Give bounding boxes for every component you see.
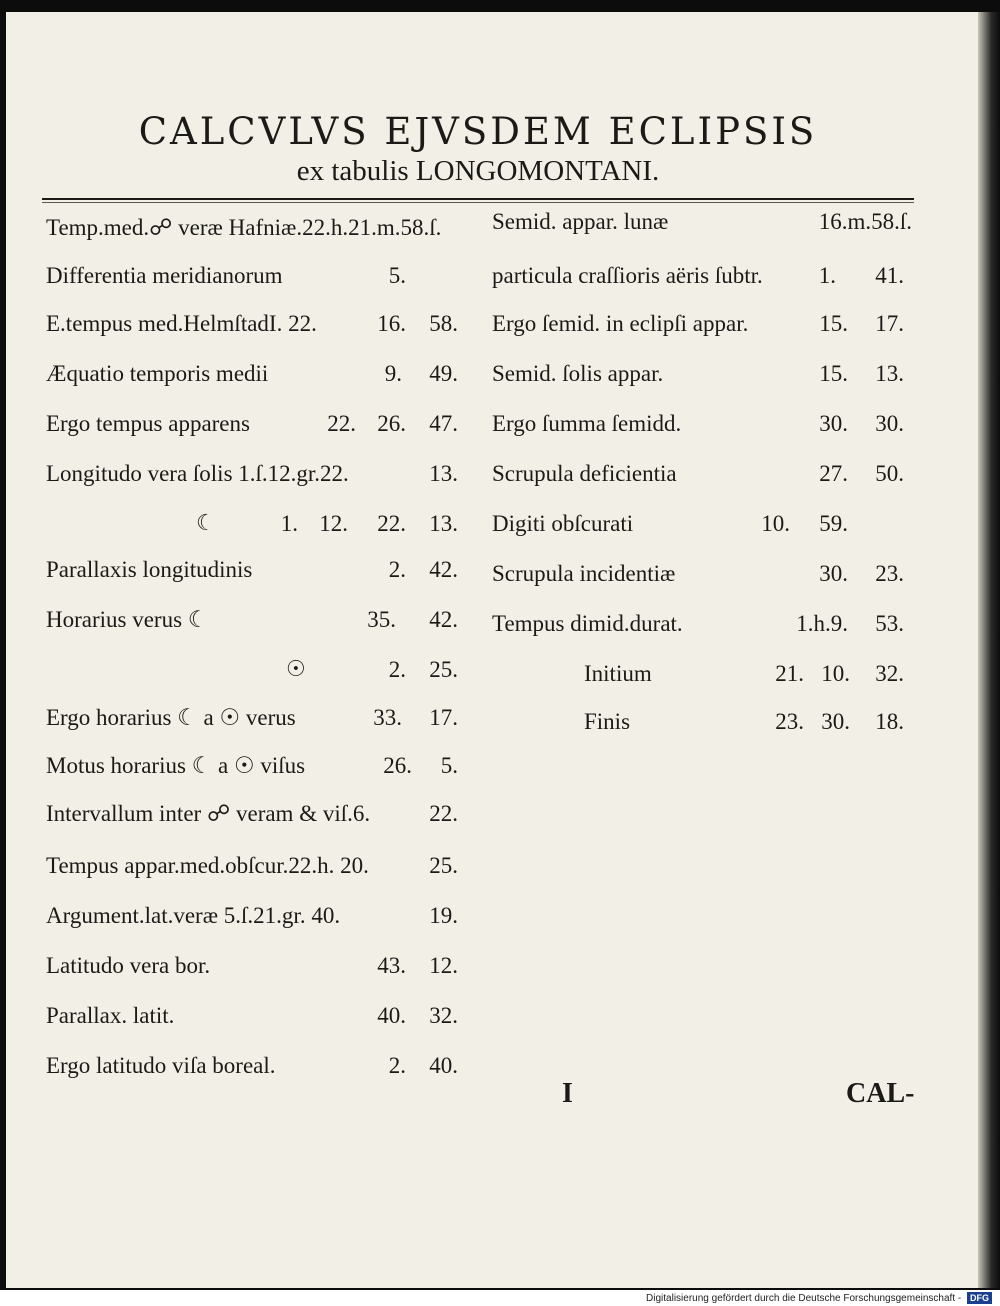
- page-edge: [978, 12, 1000, 1288]
- row-label: Ergo latitudo viſa boreal.: [46, 1053, 276, 1078]
- row-label: Ergo horarius ☾ a ☉ verus: [46, 705, 296, 730]
- table-row: [492, 202, 912, 242]
- row-label: Longitudo vera ſolis 1.ſ.12.gr.22.: [46, 461, 349, 486]
- row-value: 5.: [440, 753, 458, 778]
- row-value: 26.: [383, 753, 412, 778]
- row-label: Intervallum inter ☍ veram & viſ.6.: [46, 801, 371, 826]
- row-label: Temp.med.☍ veræ Hafniæ.22.h.21.m.58.ſ.: [46, 215, 442, 240]
- row-value: 59.: [819, 511, 848, 536]
- row-label: Finis: [584, 709, 631, 734]
- row-value: 12.: [429, 953, 458, 978]
- table-row: [492, 654, 912, 694]
- row-value: 15.: [819, 361, 848, 386]
- footer-text: Digitalisierung gefördert durch die Deutsche Forschungsgemeinschaft -: [646, 1293, 962, 1304]
- row-value: 30.: [819, 561, 848, 586]
- table-row: [46, 746, 466, 786]
- table-row: [46, 896, 466, 936]
- row-value: 1.: [280, 511, 298, 536]
- row-value: 22.: [377, 511, 406, 536]
- row-value: 43.: [377, 953, 406, 978]
- row-value: 13.: [875, 361, 904, 386]
- row-label: Semid. ſolis appar.: [492, 361, 664, 386]
- table-row: [46, 550, 466, 590]
- row-value: 16.m.58.ſ.: [818, 209, 912, 234]
- row-label: Scrupula incidentiæ: [492, 561, 676, 586]
- moon-icon: ☾: [196, 511, 216, 536]
- row-value: 42.: [429, 607, 458, 632]
- book-page: [6, 12, 980, 1288]
- row-label: Æquatio temporis medii: [46, 361, 269, 386]
- row-label: Differentia meridianorum: [46, 263, 283, 288]
- table-row: [46, 404, 466, 444]
- row-label: E.tempus med.HelmſtadI. 22.: [46, 311, 317, 336]
- row-value: 23.: [775, 709, 804, 734]
- row-value: 40.: [429, 1053, 458, 1078]
- row-value: 21.: [775, 661, 804, 686]
- row-value: 13.: [429, 511, 458, 536]
- table-row: [46, 996, 466, 1036]
- table-row: [46, 256, 466, 296]
- row-value: 42.: [429, 557, 458, 582]
- row-value: 27.: [819, 461, 848, 486]
- row-label: Digiti obſcurati: [492, 511, 634, 536]
- table-row: [46, 504, 466, 544]
- row-label: Ergo ſemid. in eclipſi appar.: [492, 311, 749, 336]
- row-value: 1.h.9.: [796, 611, 848, 636]
- row-label: Tempus appar.med.obſcur.22.h. 20.: [46, 853, 369, 878]
- page-subtitle: ex tabulis LONGOMONTANI.: [296, 155, 660, 187]
- row-value: 19.: [429, 903, 458, 928]
- row-value: 9.: [384, 361, 402, 386]
- row-value: 16.: [377, 311, 406, 336]
- table-row: [492, 604, 912, 644]
- table-row: [492, 256, 912, 296]
- row-value: 17.: [429, 705, 458, 730]
- row-value: 1.: [818, 263, 836, 288]
- table-row: [46, 208, 466, 248]
- row-label: Scrupula deficientia: [492, 461, 677, 486]
- row-label: Ergo tempus apparens: [46, 411, 250, 436]
- row-value: 23.: [875, 561, 904, 586]
- row-value: 49.: [429, 361, 458, 386]
- sun-icon: ☉: [286, 657, 306, 682]
- row-value: 50.: [875, 461, 904, 486]
- row-value: 41.: [875, 263, 904, 288]
- table-row: [492, 504, 912, 544]
- table-row: [46, 946, 466, 986]
- row-label: Semid. appar. lunæ: [492, 209, 669, 234]
- row-label: Parallaxis longitudinis: [46, 557, 253, 582]
- row-value: 32.: [875, 661, 904, 686]
- table-row: [492, 354, 912, 394]
- row-label: Argument.lat.veræ 5.ſ.21.gr. 40.: [46, 903, 341, 928]
- table-row: [46, 698, 466, 738]
- row-value: 40.: [377, 1003, 406, 1028]
- row-value: 13.: [429, 461, 458, 486]
- row-value: 30.: [875, 411, 904, 436]
- row-value: 2.: [388, 1053, 406, 1078]
- digitization-footer: [646, 1292, 992, 1306]
- row-value: 26.: [377, 411, 406, 436]
- table-row: [46, 846, 466, 886]
- row-value: 58.: [429, 311, 458, 336]
- row-label: Horarius verus ☾: [46, 607, 209, 632]
- row-label: Latitudo vera bor.: [46, 953, 211, 978]
- row-label: Initium: [584, 661, 652, 686]
- row-value: 30.: [821, 709, 850, 734]
- row-value: 47.: [429, 411, 458, 436]
- row-value: 30.: [819, 411, 848, 436]
- row-value: 22.: [327, 411, 356, 436]
- row-label: Tempus dimid.durat.: [492, 611, 683, 636]
- row-value: 33.: [373, 705, 402, 730]
- dfg-logo: DFG: [967, 1292, 992, 1304]
- row-value: 2.: [388, 657, 406, 682]
- row-value: 25.: [429, 853, 458, 878]
- page-title: CALCVLVS EJVSDEM ECLIPSIS: [138, 110, 818, 153]
- row-value: 17.: [875, 311, 904, 336]
- row-value: 5.: [388, 263, 406, 288]
- table-row: [492, 454, 912, 494]
- row-label: Ergo ſumma ſemidd.: [492, 411, 682, 436]
- table-row: [46, 794, 466, 834]
- table-row: [492, 304, 912, 344]
- row-value: 25.: [429, 657, 458, 682]
- row-label: Motus horarius ☾ a ☉ viſus: [46, 753, 306, 778]
- table-row: [46, 354, 466, 394]
- row-value: 18.: [875, 709, 904, 734]
- row-value: 22.: [429, 801, 458, 826]
- table-row: [46, 1046, 466, 1086]
- table-row: [46, 650, 466, 690]
- signature-mark: I: [562, 1078, 573, 1109]
- row-value: 2.: [388, 557, 406, 582]
- row-label: particula craſſioris aëris ſubtr.: [492, 263, 763, 288]
- row-value: 35.: [367, 607, 396, 632]
- row-value: 15.: [819, 311, 848, 336]
- table-row: [46, 600, 466, 640]
- row-value: 10.: [821, 661, 850, 686]
- row-label: Parallax. latit.: [46, 1003, 175, 1028]
- row-value: 32.: [429, 1003, 458, 1028]
- table-row: [492, 404, 912, 444]
- row-value: 12.: [319, 511, 348, 536]
- table-row: [46, 454, 466, 494]
- row-value: 10.: [761, 511, 790, 536]
- table-row: [46, 304, 466, 344]
- catchword: CAL-: [846, 1078, 915, 1109]
- row-value: 53.: [875, 611, 904, 636]
- table-row: [492, 702, 912, 742]
- table-row: [492, 554, 912, 594]
